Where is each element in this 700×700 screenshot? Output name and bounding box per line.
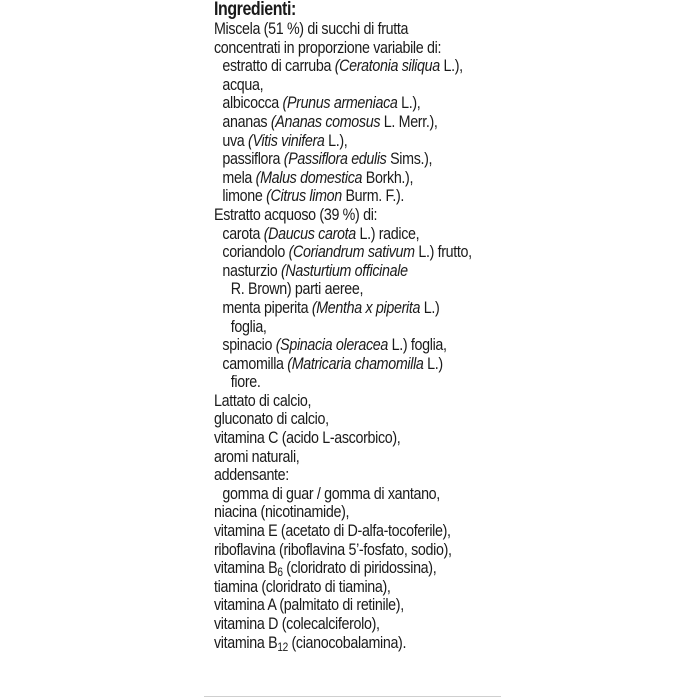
ingredient-line	[214, 429, 466, 448]
ingredient-text: Borkh.),	[362, 167, 414, 187]
ingredient-text: vitamina B	[214, 558, 278, 578]
ingredient-text: gomma di guar / gomma di xantano,	[222, 483, 440, 503]
ingredient-line	[214, 169, 466, 188]
ingredient-text: spinacio	[222, 335, 276, 355]
ingredient-text: Lattato di calcio,	[214, 390, 312, 410]
ingredient-text: addensante:	[214, 465, 289, 485]
ingredient-line	[214, 448, 466, 467]
ingredient-line	[214, 373, 466, 392]
ingredients-list	[214, 20, 514, 652]
ingredient-line	[214, 485, 466, 504]
botanical-name: (Ceratonia siliqua	[334, 56, 440, 76]
ingredient-text: L. Merr.),	[380, 111, 438, 131]
ingredient-line	[214, 242, 472, 262]
ingredient-line	[214, 225, 466, 244]
botanical-name: (Daucus carota	[263, 223, 356, 243]
ingredient-line	[214, 410, 466, 429]
ingredient-text: L.),	[439, 56, 463, 76]
ingredient-text: Miscela (51 %) di succhi di frutta	[214, 19, 409, 38]
ingredient-text: vitamina B	[214, 632, 278, 652]
ingredient-text: foglia,	[230, 316, 267, 336]
ingredient-text: vitamina D (colecalciferolo),	[214, 614, 380, 633]
ingredients-heading: Ingredienti:	[214, 0, 296, 20]
ingredient-line	[214, 113, 466, 132]
ingredient-text: menta piperita	[222, 297, 312, 317]
botanical-name: (Nasturtium officinale	[280, 260, 408, 280]
botanical-name: (Vitis vinifera	[248, 130, 325, 150]
ingredient-line	[214, 355, 466, 374]
ingredient-text: L.),	[324, 130, 348, 150]
ingredient-text: Burm. F.).	[341, 186, 405, 206]
ingredient-line	[214, 578, 466, 597]
botanical-name: (Prunus armeniaca	[282, 93, 398, 113]
ingredient-line	[214, 262, 466, 281]
ingredient-line	[214, 336, 466, 355]
ingredient-text: concentrati in proporzione variabile di:	[214, 37, 442, 57]
ingredient-text: L.),	[397, 93, 421, 113]
ingredient-text: vitamina E (acetato di D-alfa-tocoferile),	[214, 521, 451, 541]
ingredient-line	[214, 187, 466, 206]
botanical-name: (Malus domestica	[255, 167, 363, 187]
ingredient-line	[214, 132, 466, 151]
ingredient-line	[214, 20, 466, 39]
ingredient-text: mela	[222, 167, 256, 187]
ingredient-line	[214, 206, 466, 225]
ingredient-text: vitamina A (palmitato di retinile),	[214, 595, 404, 615]
ingredient-text: (cloridrato di piridossina),	[282, 558, 437, 578]
botanical-name: (Citrus limon	[266, 186, 342, 206]
botanical-name: (Matricaria chamomilla	[287, 353, 424, 373]
ingredient-text: carota	[222, 223, 264, 243]
ingredient-text: passiflora	[222, 149, 284, 169]
ingredient-line	[214, 503, 466, 522]
ingredients-label	[214, 0, 514, 652]
ingredient-line	[214, 76, 466, 95]
ingredient-line	[214, 392, 466, 411]
ingredient-line	[214, 94, 466, 113]
botanical-name: (Ananas comosus	[270, 111, 381, 131]
vitamin-subscript: 6	[277, 565, 283, 580]
ingredient-line	[214, 596, 466, 615]
ingredient-line	[214, 150, 466, 169]
ingredient-text: Estratto acquoso (39 %) di:	[214, 204, 378, 224]
ingredient-line	[214, 634, 466, 653]
ingredient-text: L.)	[423, 353, 443, 373]
ingredient-line	[214, 466, 466, 485]
ingredient-line	[214, 39, 466, 58]
ingredient-text: riboflavina (riboflavina 5’-fosfato, sodio),	[214, 539, 452, 559]
ingredient-text: L.)	[420, 297, 440, 317]
botanical-name: (Spinacia oleracea	[275, 335, 388, 355]
botanical-name: (Coriandrum sativum	[288, 242, 415, 262]
ingredient-text: Sims.),	[386, 149, 433, 169]
ingredient-line	[214, 280, 466, 299]
ingredient-line	[214, 615, 466, 634]
ingredient-text: L.) radice,	[355, 223, 420, 243]
ingredient-line	[214, 559, 466, 578]
botanical-name: (Mentha x piperita	[311, 297, 421, 317]
ingredient-text: L.) frutto,	[414, 242, 472, 262]
ingredient-text: vitamina C (acido L-ascorbico),	[214, 428, 401, 448]
ingredient-line	[214, 522, 466, 541]
ingredient-line	[214, 541, 466, 560]
ingredient-text: albicocca	[222, 93, 283, 113]
vitamin-subscript: 12	[277, 639, 288, 654]
ingredient-text: estratto di carruba	[222, 56, 335, 76]
ingredient-line	[214, 299, 466, 318]
ingredient-text: acqua,	[222, 74, 264, 94]
ingredient-line	[214, 57, 466, 76]
ingredient-text: tiamina (cloridrato di tiamina),	[214, 576, 391, 596]
ingredient-text: ananas	[222, 111, 271, 131]
ingredient-line	[214, 318, 466, 337]
ingredient-text: limone	[222, 186, 267, 206]
ingredient-text: fiore.	[230, 372, 261, 392]
ingredient-text: (cianocobalamina).	[287, 632, 407, 652]
ingredient-text: L.) foglia,	[387, 335, 447, 355]
ingredient-text: camomilla	[222, 353, 288, 373]
divider	[204, 696, 501, 697]
ingredient-text: niacina (nicotinamide),	[214, 502, 350, 522]
ingredient-text: coriandolo	[222, 242, 289, 262]
ingredient-text: R. Brown) parti aeree,	[230, 279, 364, 299]
ingredient-text: nasturzio	[222, 260, 281, 280]
botanical-name: (Passiflora edulis	[283, 149, 387, 169]
ingredient-text: gluconato di calcio,	[214, 409, 329, 429]
ingredient-text: uva	[222, 130, 249, 150]
ingredient-text: aromi naturali,	[214, 446, 300, 466]
